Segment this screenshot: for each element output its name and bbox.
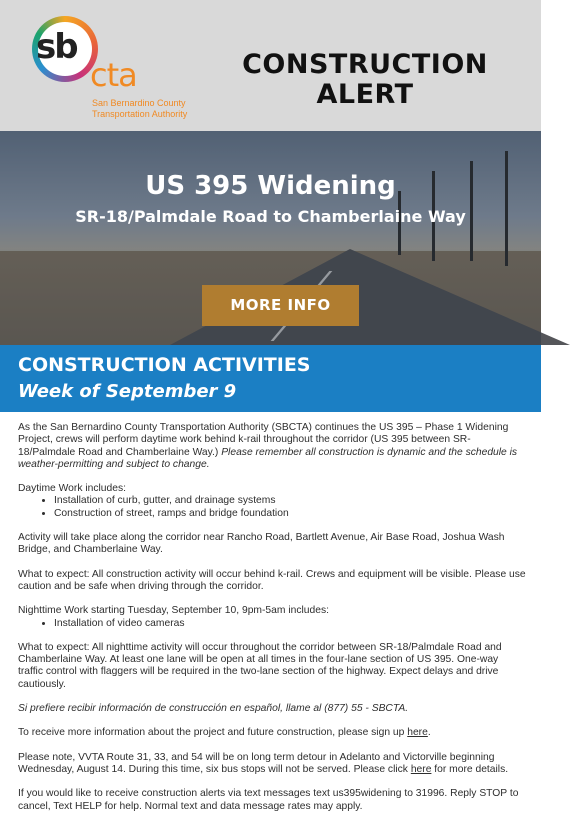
hero-image (0, 131, 541, 345)
activities-banner (0, 345, 541, 412)
list-item: • Construction of street, ramps and bridge foundation (54, 508, 526, 520)
intro-paragraph: As the San Bernardino County Transportation Authority (SBCTA) continues the US 395 – Phase 1 Widening Project, crews will perform daytime work behind k-rail throughout the corridor (US 395 between SR-18/Palmdale Road and Chamberlaine Way.) Please remember all construction is dynamic and the schedule is weather-permitting and subject to change. (18, 422, 518, 470)
hero-subtitle: SR-18/Palmdale Road to Chamberlaine Way (75, 207, 466, 226)
activity-location-paragraph: Activity will take place along the corridor near Rancho Road, Bartlett Avenue, Air Base Road, Joshua Wash Bridge, and Chamberlaine Way. (18, 532, 505, 556)
daytime-list (54, 495, 526, 520)
nighttime-list (54, 618, 526, 630)
more-info-paragraph: To receive more information about the project and future construction, please sign up here. (18, 727, 431, 739)
list-item: • Installation of curb, gutter, and drainage systems (54, 495, 526, 507)
expect-night-paragraph: What to expect: All nighttime activity will occur throughout the corridor between SR-18/Palmdale Road and Chamberlaine Way. At least one lane will be open at all times in the four-lane section of US 395. One-way traffic control with flaggers will be required in the two-lane section of the highway. Expect delays and drive cautiously. (18, 641, 502, 690)
more-info-button[interactable]: MORE INFO (202, 285, 359, 326)
banner-subtitle: Week of September 9 (18, 381, 237, 402)
alert-title-line1: CONSTRUCTION (242, 49, 488, 80)
daytime-heading: Daytime Work includes: (18, 483, 126, 495)
detour-details-link[interactable]: here (410, 763, 432, 775)
signup-link[interactable]: here (407, 727, 428, 739)
logo-cta-text: cta (90, 56, 137, 94)
hero-title: US 395 Widening (145, 171, 396, 201)
spanish-paragraph: Si prefiere recibir información de construcción en español, llame al (877) 55 - SBCTA. (18, 703, 409, 715)
banner-title: CONSTRUCTION ACTIVITIES (18, 354, 311, 376)
expect-day-paragraph: What to expect: All construction activity will occur behind k-rail. Crews and equipment will be visible. Please use caution and be safe when driving through the corridor. (18, 568, 526, 592)
sbcta-logo[interactable] (24, 16, 204, 126)
list-item: • Installation of video cameras (54, 618, 526, 630)
intro-note: Please remember all construction is dynamic and the schedule is weather-permitting and subject to change. (18, 446, 518, 470)
alert-body (18, 422, 526, 825)
header (0, 0, 541, 131)
sms-paragraph: If you would like to receive construction alerts via text messages text us395widening to 31996. Reply STOP to cancel, Text HELP for help. Normal text and data message rates may apply. (18, 788, 519, 812)
nighttime-heading: Nighttime Work starting Tuesday, September 10, 9pm-5am includes: (18, 605, 329, 617)
alert-title (200, 50, 530, 110)
detour-paragraph: Please note, VVTA Route 31, 33, and 54 will be on long term detour in Adelanto and Victorville beginning Wednesday, August 14. During this time, six bus stops will not be served. Please click here for more details. (18, 751, 509, 775)
alert-title-line2: ALERT (316, 79, 414, 110)
logo-org-name: San Bernardino County Transportation Authority (92, 98, 188, 119)
logo-sb-text: sb (36, 27, 77, 67)
